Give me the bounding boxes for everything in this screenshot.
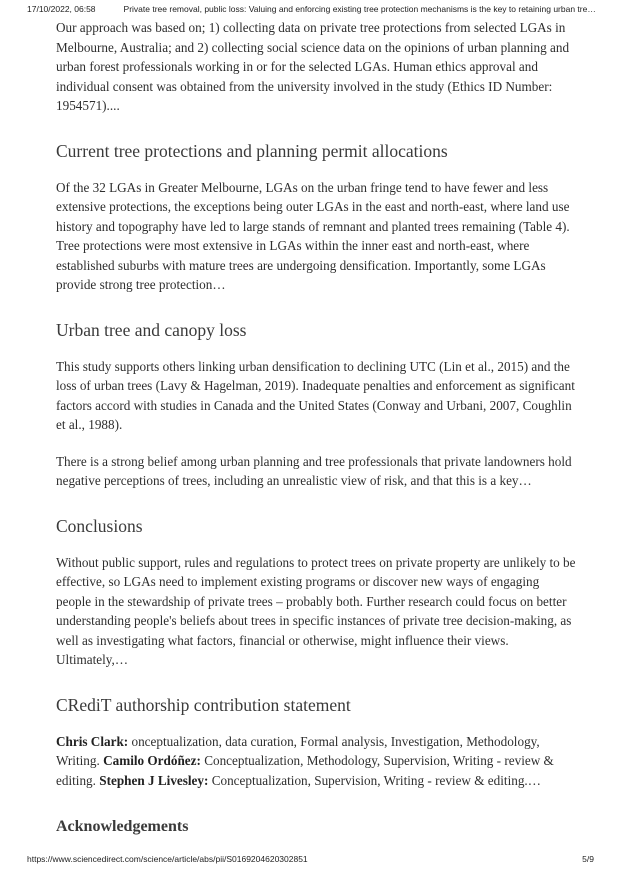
author-roles: Conceptualization, Supervision, Writing - review & editing.… — [208, 772, 541, 788]
intro-paragraph: Our approach was based on; 1) collecting data on private tree protections from selected LGAs in Melbourne, Australia; and 2) collecting social science data on the opinions of urban planning and urban forest professionals working in or for the selected LGAs. Human ethics approval and individual consent was obtained from the university involved in the study (Ethics ID Number: 1954571).... — [56, 20, 570, 113]
author-name: Chris Clark: — [56, 733, 129, 749]
section-heading-credit: CRediT authorship contribution statement — [56, 694, 351, 715]
author-name: Camilo Ordóñez: — [103, 753, 201, 768]
page-url: https://www.sciencedirect.com/science/article/abs/pii/S0169204620302851 — [27, 854, 308, 864]
section-heading-tree-protections: Current tree protections and planning permit allocations — [56, 140, 448, 161]
author-roles: onceptualization, data curation, Formal analysis, Investigation, Methodology, Writing. — [56, 733, 540, 768]
credit-paragraph — [56, 732, 576, 791]
canopy-loss-paragraph-1: This study supports others linking urban densification to declining UTC (Lin et al., 2015) and the loss of urban trees (Lavy & Hagelman, 2019). Inadequate penalties and enforcement as significant factors accord with studies in Canada and the United States (Conway and Urbani, 2007, Coughlin et al., 1988). — [56, 358, 575, 432]
author-name: Stephen J Livesley: — [99, 772, 209, 788]
conclusions-paragraph: Without public support, rules and regulations to protect trees on private property are unlikely to be effective, so LGAs need to implement existing programs or discover new ways of engaging people in the stewardship of private trees – probably both. Further research could focus on better understanding people's beliefs about trees in specific instances of private tree decision-making, as well as investigating what factors, financial or otherwise, might influence their views. Ultimately,… — [56, 554, 576, 667]
section-heading-canopy-loss: Urban tree and canopy loss — [56, 319, 247, 340]
print-footer — [27, 854, 594, 864]
print-date: 17/10/2022, 06:58 — [27, 4, 96, 14]
canopy-loss-paragraph-2: There is a strong belief among urban planning and tree professionals that private landowners hold negative perceptions of trees, including an unrealistic view of risk, and that this is a key… — [56, 453, 572, 488]
print-header — [27, 4, 602, 14]
print-title: Private tree removal, public loss: Valuing and enforcing existing tree protection mechanisms is the key to retaining urban tre… — [123, 4, 596, 14]
tree-protections-paragraph: Of the 32 LGAs in Greater Melbourne, LGAs on the urban fringe tend to have fewer and less extensive protections, the exceptions being outer LGAs in the east and north-east, where land use history and topography have led to large stands of remnant and planted trees remaining (Table 4). Tree protections were most extensive in LGAs within the inner east and north-east, where established suburbs with mature trees are undergoing densification. Importantly, some LGAs provide strong tree protection… — [56, 179, 570, 292]
page-number: 5/9 — [582, 854, 594, 864]
section-heading-conclusions: Conclusions — [56, 515, 143, 536]
section-heading-acknowledgements: Acknowledgements — [56, 818, 189, 835]
article-body — [56, 18, 576, 854]
author-roles: Conceptualization, Methodology, Supervision, Writing - review & editing. — [56, 753, 554, 788]
